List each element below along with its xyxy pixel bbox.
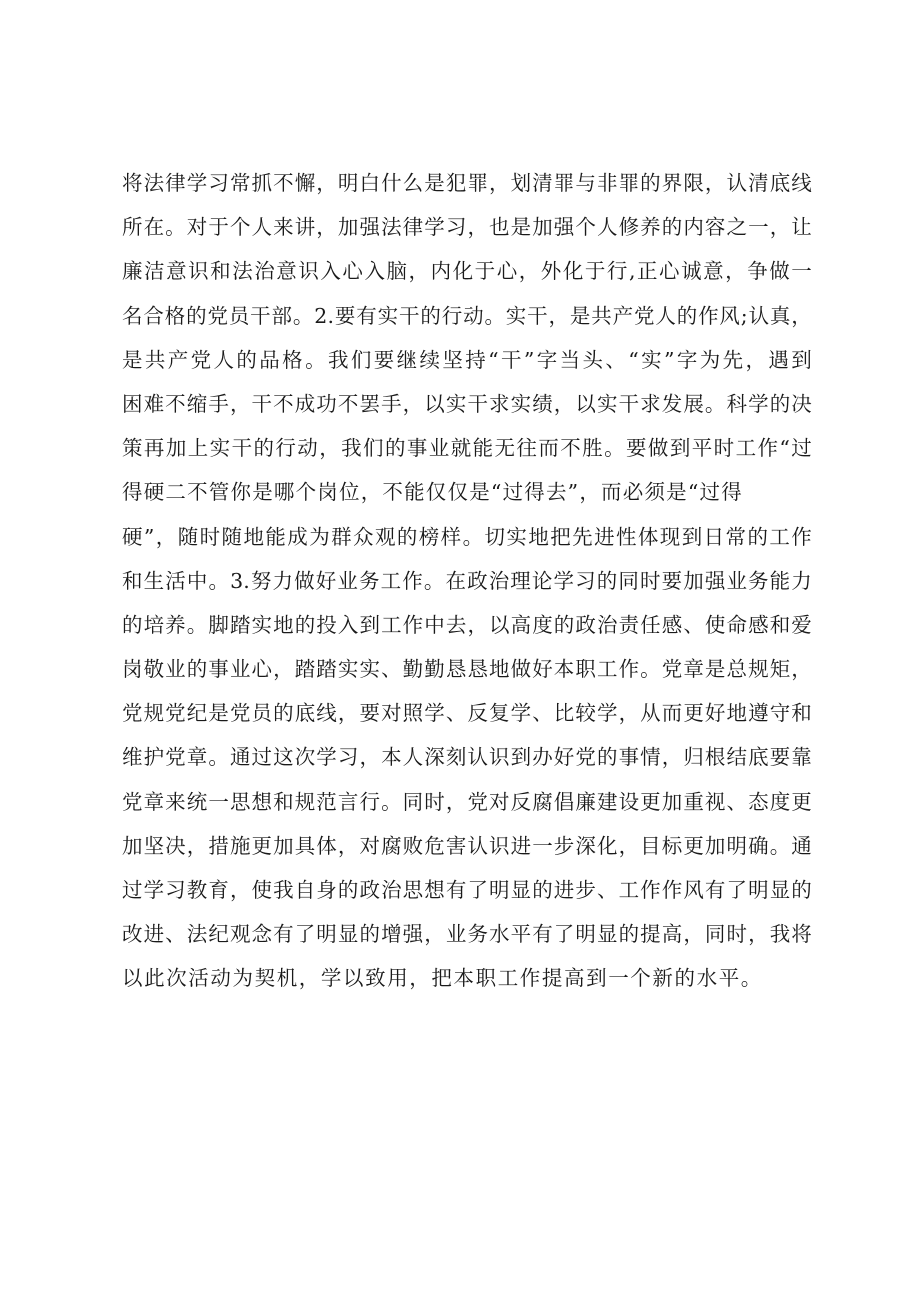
text-line: 和生活中。3.努力做好业务工作。在政治理论学习的同时要加强业务能力 <box>122 568 812 593</box>
text-line: 得硬二不管你是哪个岗位，不能仅仅是“过得去”，而必须是“过得 <box>122 480 743 505</box>
text-line: 加坚决，措施更加具体，对腐败危害认识进一步深化，目标更加明确。通 <box>122 833 812 858</box>
text-line: 硬”，随时随地能成为群众观的榜样。切实地把先进性体现到日常的工作 <box>122 524 812 549</box>
text-line: 过学习教育，使我自身的政治思想有了明显的进步、工作作风有了明显的 <box>122 878 812 902</box>
text-line: 是共产党人的品格。我们要继续坚持“干”字当头、“实”字为先，遇到 <box>122 347 812 372</box>
text-line: 岗敬业的事业心，踏踏实实、勤勤恳恳地做好本职工作。党章是总规矩， <box>122 657 812 682</box>
body-paragraph <box>122 161 812 1001</box>
text-line: 党规党纪是党员的底线，要对照学、反复学、比较学，从而更好地遵守和 <box>122 701 812 726</box>
text-line: 改进、法纪观念有了明显的增强，业务水平有了明显的提高，同时，我将 <box>122 922 812 947</box>
text-line: 困难不缩手，干不成功不罢手，以实干求实绩，以实干求发展。科学的决 <box>122 391 812 416</box>
text-line: 名合格的党员干部。2.要有实干的行动。实干，是共产党人的作风;认真， <box>122 303 812 328</box>
text-line: 所在。对于个人来讲，加强法律学习，也是加强个人修养的内容之一，让 <box>122 215 812 240</box>
text-line: 党章来统一思想和规范言行。同时，党对反腐倡廉建设更加重视、态度更 <box>122 789 812 814</box>
text-line: 以此次活动为契机，学以致用，把本职工作提高到一个新的水平。 <box>122 966 763 991</box>
text-line: 维护党章。通过这次学习，本人深刻认识到办好党的事情，归根结底要靠 <box>122 745 812 770</box>
text-line: 的培养。脚踏实地的投入到工作中去，以高度的政治责任感、使命感和爱 <box>122 612 812 637</box>
text-line: 将法律学习常抓不懈，明白什么是犯罪，划清罪与非罪的界限，认清底线 <box>122 171 812 195</box>
text-line: 廉洁意识和法治意识入心入脑，内化于心，外化于行,正心诚意，争做一 <box>122 259 812 284</box>
text-line: 策再加上实干的行动，我们的事业就能无往而不胜。要做到平时工作“过 <box>122 436 812 461</box>
